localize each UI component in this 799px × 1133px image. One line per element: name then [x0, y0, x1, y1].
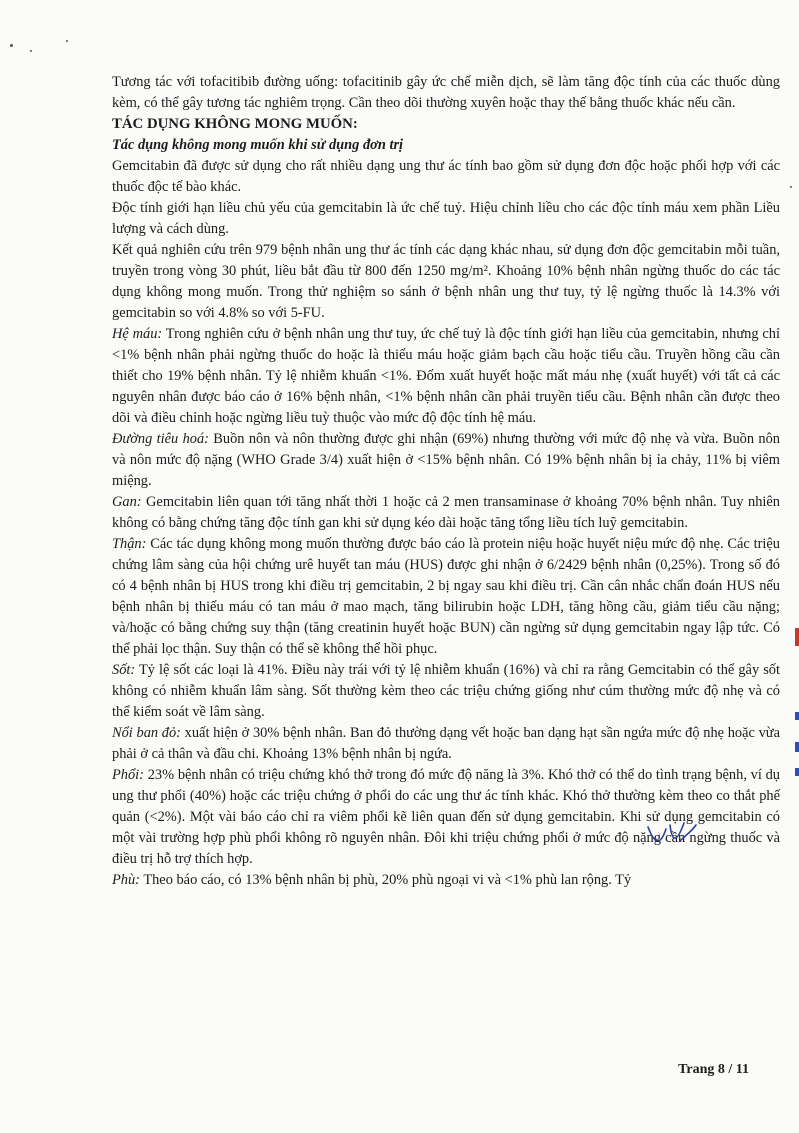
paragraph-text: Gemcitabin liên quan tới tăng nhất thời 1 hoặc cả 2 men transaminase ở khoảng 70% bệnh nhân. Tuy nhiên không có bằng chứng tăng độc tính gan khi sử dụng kéo dài hoặc tăng tổng liều tích luỹ gemcitabin. — [112, 494, 780, 531]
body-paragraph — [112, 240, 780, 324]
paragraph-lead-term: Phù: — [112, 872, 140, 888]
paragraph-text: xuất hiện ở 30% bệnh nhân. Ban đỏ thường dạng vết hoặc ban dạng hạt sần ngứa mức độ nhẹ hoặc vừa phải ở cả thân và đầu chi. Khoảng 13% bệnh nhân bị ngứa. — [112, 725, 780, 762]
paragraph-text: Buồn nôn và nôn thường được ghi nhận (69%) nhưng thường với mức độ nhẹ và vừa. Buồn nôn và nôn mức độ nặng (WHO Grade 3/4) xuất hiện ở <15% bệnh nhân. Có 19% bệnh nhân bị ỉa chảy, 11% bị viêm miệng. — [112, 431, 780, 489]
scan-speck — [790, 186, 792, 188]
paragraph-text: Gemcitabin đã được sử dụng cho rất nhiều dạng ung thư ác tính bao gồm sử dụng đơn độc hoặc phối hợp với các thuốc độc tế bào khác. — [112, 158, 780, 195]
body-paragraph — [112, 492, 780, 534]
body-paragraph — [112, 723, 780, 765]
paragraph-text: 23% bệnh nhân có triệu chứng khó thở trong đó mức độ năng là 3%. Khó thở có thể do tình trạng bệnh, ví dụ ung thư phổi (40%) hoặc các triệu chứng ở phổi do các ung thư ác tính khác. Khó thở thường kèm theo co thắt phế quản (<2%). Một vài báo cáo chỉ ra viêm phổi kẽ liên quan đến sử dụng gemcitabin. Khi sử dụng gemcitabin có một vài trường hợp phù phổi không rõ nguyên nhân. Đôi khi triệu chứng phổi ở mức độ nặng cần ngừng thuốc và điều trị hỗ trợ thích hợp. — [112, 767, 780, 867]
body-paragraph — [112, 429, 780, 492]
paragraph-lead-term: Đường tiêu hoá: — [112, 431, 209, 447]
body-paragraph — [112, 324, 780, 429]
paragraph-text: Theo báo cáo, có 13% bệnh nhân bị phù, 20% phù ngoại vi và <1% phù lan rộng. Tỷ — [139, 872, 632, 888]
scan-speck — [66, 40, 68, 42]
paragraph-lead-term: Phổi: — [112, 767, 144, 783]
paragraph-lead-term: Gan: — [112, 494, 142, 510]
paragraph-text: Độc tính giới hạn liều chủ yếu của gemcitabin là ức chế tuỷ. Hiệu chỉnh liều cho các độc tính máu xem phần Liều lượng và cách dùng. — [112, 200, 780, 237]
paragraph-lead-term: Sốt: — [112, 662, 136, 678]
body-paragraph — [112, 660, 780, 723]
scan-edge-mark-red — [795, 628, 799, 646]
scan-speck — [10, 44, 13, 47]
handwritten-initials-icon — [640, 815, 700, 855]
scan-speck — [30, 50, 32, 52]
paragraph-lead-term: Hệ máu: — [112, 326, 163, 342]
paragraph-lead-term: Thận: — [112, 536, 147, 552]
body-paragraph — [112, 534, 780, 660]
page-number: Trang 8 / 11 — [678, 1062, 749, 1077]
body-paragraph — [112, 72, 780, 114]
body-paragraph — [112, 870, 780, 891]
paragraph-text: Tương tác với tofacitibib đường uống: tofacitinib gây ức chế miễn dịch, sẽ làm tăng độc tính của các thuốc dùng kèm, có thể gây tương tác nghiêm trọng. Cần theo dõi thường xuyên hoặc thay thế bằng thuốc khác nếu cần. — [112, 74, 780, 111]
paragraph-lead-term: Nổi ban đỏ: — [112, 725, 181, 741]
document-body — [112, 72, 780, 891]
paragraph-text: Trong nghiên cứu ở bệnh nhân ung thư tuy, ức chế tuỷ là độc tính giới hạn liều của gemcitabin, nhưng chỉ <1% bệnh nhân phải ngừng thuốc do hoặc là thiếu máu hoặc giảm bạch cầu hoặc tiểu cầu. Truyền hồng cầu cần thiết cho 19% bệnh nhân. Tỷ lệ nhiễm khuẩn <1%. Đốm xuất huyết hoặc mất máu nhẹ (xuất huyết) với tất cả các nguyên nhân được báo cáo ở 16% bệnh nhân, <1% bệnh nhân cần phải truyền tiểu cầu. Bệnh nhân cần được theo dõi và điều chỉnh hoặc ngừng liều tuỳ thuộc vào mức độ độc tính hệ máu. — [112, 326, 780, 426]
subsection-heading: Tác dụng không mong muốn khi sử dụng đơn trị — [112, 137, 404, 153]
paragraph-text: Kết quả nghiên cứu trên 979 bệnh nhân ung thư ác tính các dạng khác nhau, sử dụng đơn độc gemcitabin mỗi tuần, truyền trong vòng 30 phút, liều bắt đầu từ 800 đến 1250 mg/m². Khoảng 10% bệnh nhân ngừng thuốc do các tác dụng không mong muốn. Trong thử nghiệm so sánh ở bệnh nhân ung thư tuy, tỷ lệ ngừng thuốc là 14.3% với gemcitabin so với 4.8% so với 5-FU. — [112, 242, 780, 321]
paragraph-text: Tỷ lệ sốt các loại là 41%. Điều này trái với tỷ lệ nhiễm khuẩn (16%) và chỉ ra rằng Gemcitabin có thể gây sốt không có nhiễm khuẩn lâm sàng. Sốt thường kèm theo các triệu chứng giống như cúm thường mức độ nhẹ và có thể kiểm soát về lâm sàng. — [112, 662, 780, 720]
scan-edge-mark-blue — [795, 742, 799, 752]
body-paragraph — [112, 198, 780, 240]
section-heading: TÁC DỤNG KHÔNG MONG MUỐN: — [112, 116, 358, 132]
body-paragraph — [112, 156, 780, 198]
scan-edge-mark-blue — [795, 768, 799, 776]
paragraph-text: Các tác dụng không mong muốn thường được báo cáo là protein niệu hoặc huyết niệu mức độ nhẹ. Các triệu chứng lâm sàng của hội chứng urê huyết tan máu (HUS) được ghi nhận ở 6/2429 bệnh nhân (0,25%). Trong số đó có 4 bệnh nhân bị HUS trong khi điều trị gemcitabin, 2 bị ngay sau khi điều trị. Cần cân nhắc chẩn đoán HUS nếu bệnh nhân bị thiếu máu có tan máu ở mao mạch, tăng bilirubin hoặc LDH, tăng hồng cầu, giảm tiểu cầu nặng; và/hoặc có bằng chứng suy thận (tăng creatinin huyết hoặc BUN) cần ngừng sử dụng gemcitabin ngay lập tức. Có thể phải lọc thận. Suy thận có thể sẽ không thể hồi phục. — [112, 536, 780, 657]
scan-edge-mark-blue — [795, 712, 799, 720]
